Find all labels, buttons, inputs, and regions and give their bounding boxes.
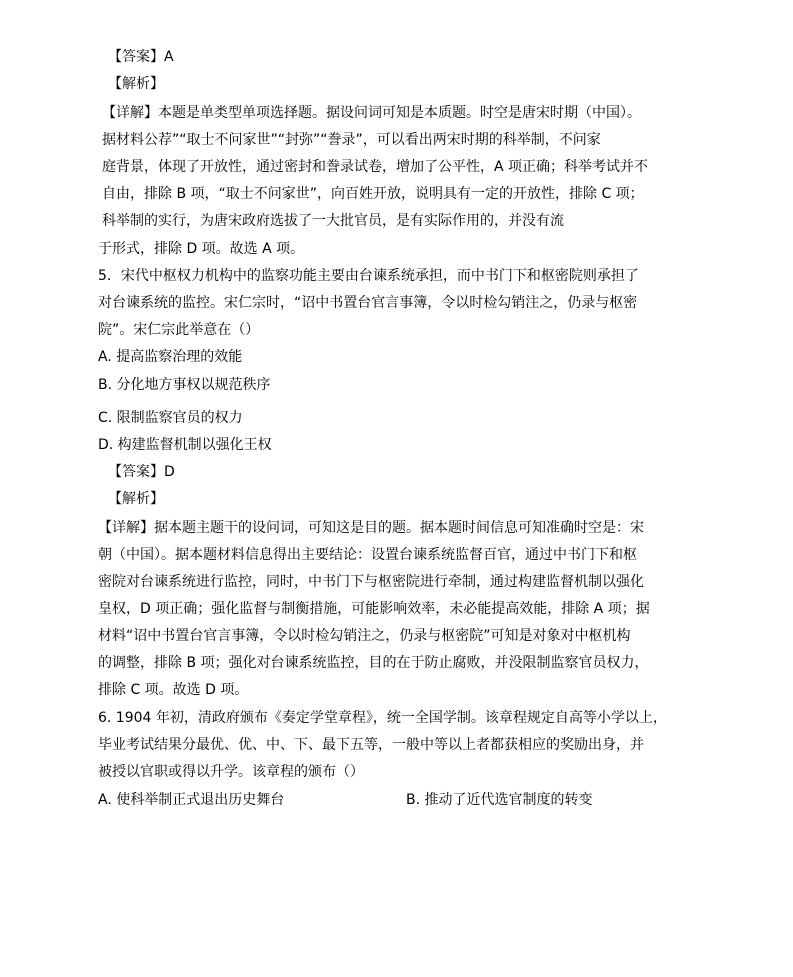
q4-answer: 【答案】A	[108, 49, 174, 65]
q5-detail-line: 材料“诏中书置台官言事簿，令以时检勾销注之，仍录与枢密院”可知是对象对中枢机构	[98, 628, 631, 644]
q5-option-a: A. 提高监察治理的效能	[98, 349, 243, 365]
q5-stem-line: 院”。宋仁宗此举意在（）	[98, 322, 260, 338]
q5-detail-line: 排除 C 项。故选 D 项。	[98, 682, 249, 698]
q4-detail-line: 于形式，排除 D 项。故选 A 项。	[98, 241, 305, 257]
q6-option-b: B. 推动了近代选官制度的转变	[406, 792, 593, 808]
q5-detail-line: 【详解】据本题主题干的设问词，可知这是目的题。据本题时间信息可知准确时空是：宋	[98, 520, 644, 536]
q5-detail-line: 朝（中国）。据本题材料信息得出主要结论：设置台谏系统监督百官，通过中书门下和枢	[98, 547, 637, 563]
q5-option-c: C. 限制监察官员的权力	[98, 410, 243, 426]
q5-option-d: D. 构建监督机制以强化王权	[98, 437, 272, 453]
q5-analysis-label: 【解析】	[108, 491, 164, 507]
q6-stem-line: 毕业考试结果分最优、优、中、下、最下五等，一般中等以上者都获相应的奖励出身，并	[98, 737, 644, 753]
q6-stem-line: 6. 1904 年初，清政府颁布《奏定学堂章程》，统一全国学制。该章程规定自高等小学以上，	[98, 710, 667, 726]
q4-detail-line: 【详解】本题是单类型单项选择题。据设问词可知是本质题。时空是唐宋时期（中国）。	[102, 105, 641, 121]
q5-detail-line: 皇权，D 项正确；强化监督与制衡措施，可能影响效率，未必能提高效能，排除 A 项；据	[98, 601, 650, 617]
q5-stem-line: 5．宋代中枢权力机构中的监察功能主要由台谏系统承担，而中书门下和枢密院则承担了	[98, 268, 639, 284]
q4-detail-line: 据材料公荐”“取士不问家世”“封弥”“誊录”，可以看出两宋时期的科举制，不问家	[102, 132, 601, 148]
q4-detail-line: 自由，排除 B 项，“取士不问家世”，向百姓开放，说明具有一定的开放性，排除 C 项；	[102, 186, 644, 202]
q6-option-a: A. 使科举制正式退出历史舞台	[98, 792, 285, 808]
q5-answer: 【答案】D	[108, 464, 175, 480]
q5-stem-line: 对台谏系统的监控。宋仁宗时，“诏中书置台官言事簿，令以时检勾销注之，仍录与枢密	[98, 295, 638, 311]
q4-detail-line: 科举制的实行，为唐宋政府选拔了一大批官员，是有实际作用的，并没有流	[102, 213, 564, 229]
q4-detail-line: 庭背景，体现了开放性，通过密封和誊录试卷，增加了公平性，A 项正确；科举考试并不	[102, 159, 649, 175]
q4-analysis-label: 【解析】	[108, 76, 164, 92]
q5-option-b: B. 分化地方事权以规范秩序	[98, 377, 271, 393]
q6-stem-line: 被授以官职或得以升学。该章程的颁布（）	[98, 764, 364, 780]
q5-detail-line: 密院对台谏系统进行监控，同时，中书门下与枢密院进行牵制，通过构建监督机制以强化	[98, 574, 644, 590]
q5-detail-line: 的调整，排除 B 项；强化对台谏系统监控，目的在于防止腐败，并没限制监察官员权力，	[98, 655, 649, 671]
